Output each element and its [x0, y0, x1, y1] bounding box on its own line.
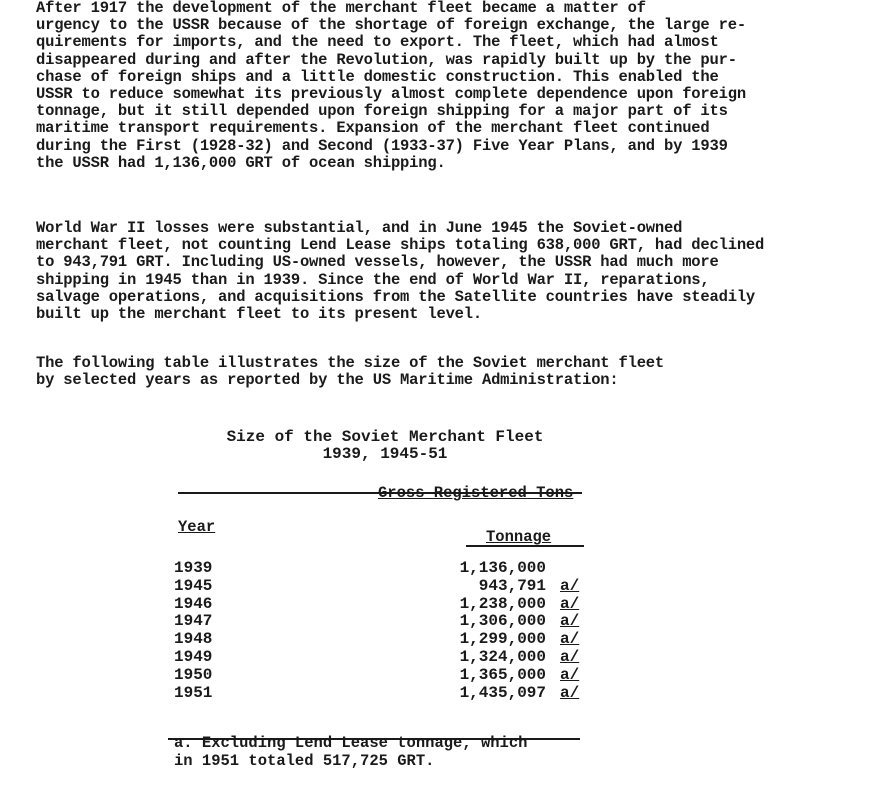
paragraph-3: The following table illustrates the size of the Soviet merchant fleet by selected years as reported by the US Maritime Administration: — [36, 354, 665, 390]
table-row — [174, 649, 594, 667]
tonnage-cell: 1,435,097 — [459, 683, 546, 702]
table-row — [174, 613, 594, 631]
column-header-year: Year — [178, 518, 216, 536]
footnote-marker: a/ — [560, 612, 580, 631]
table-subtitle: 1939, 1945-51 — [322, 445, 448, 463]
tonnage-cell: 1,136,000 — [459, 559, 546, 577]
year-cell: 1939 — [174, 559, 213, 577]
table-row — [174, 685, 594, 703]
table-row — [174, 667, 594, 685]
footnote-marker: a/ — [560, 576, 580, 595]
year-cell: 1945 — [174, 576, 213, 595]
footnote-marker: a/ — [560, 665, 580, 684]
tonnage-cell: 1,238,000 — [459, 594, 546, 613]
table-row — [174, 596, 594, 614]
tonnage-cell: 943,791 — [478, 576, 546, 595]
table-row — [174, 631, 594, 649]
paragraph-2: World War II losses were substantial, and in June 1945 the Soviet-owned merchant fleet, not counting Lend Lease ships totaling 638,000 GRT, had declined to 943,791 GRT. Including US-owned vessels, however, the USSR had much more shipping in 1945 than in 1939. Since the end of World War II, reparations, salvage operations, and acquisitions from the Satellite countries have steadily built up the merchant fleet to its present level. — [36, 219, 765, 324]
column-header-tonnage: Tonnage — [486, 528, 552, 546]
tonnage-cell: 1,324,000 — [459, 647, 546, 666]
tonnage-header-rule — [466, 545, 584, 547]
year-cell: 1948 — [174, 630, 213, 649]
tonnage-cell: 1,306,000 — [459, 612, 546, 631]
footnote-marker: a/ — [560, 647, 580, 666]
year-cell: 1947 — [174, 612, 213, 631]
table-title: Size of the Soviet Merchant Fleet — [226, 428, 544, 446]
table-row — [174, 560, 594, 578]
table-footnote: a. Excluding Lend Lease tonnage, which in 1951 totaled 517,725 GRT. — [174, 734, 528, 770]
footnote-marker: a/ — [560, 594, 580, 613]
table-row — [174, 578, 594, 596]
tonnage-cell: 1,299,000 — [459, 630, 546, 649]
footnote-marker: a/ — [560, 683, 580, 702]
column-super-header: Gross Registered Tons — [378, 484, 574, 502]
year-cell: 1951 — [174, 683, 213, 702]
year-cell: 1949 — [174, 647, 213, 666]
footnote-marker: a/ — [560, 630, 580, 649]
paragraph-1: After 1917 the development of the merchant fleet became a matter of urgency to the USSR because of the shortage of foreign exchange, the large re- quirements for imports, and the need to export. The fleet, which had almost disappeared during and after the Revolution, was rapidly built up by the pur- chase of foreign ships and a little domestic construction. This enabled the USSR to reduce somewhat its previously almost complete dependence upon foreign tonnage, but it still depended upon foreign shipping for a major part of its maritime transport requirements. Expansion of the merchant fleet continued during the First (1928-32) and Second (1933-37) Five Year Plans, and by 1939 the USSR had 1,136,000 GRT of ocean shipping. — [36, 0, 746, 172]
year-cell: 1950 — [174, 665, 213, 684]
tonnage-cell: 1,365,000 — [459, 665, 546, 684]
year-cell: 1946 — [174, 594, 213, 613]
table-body — [174, 560, 594, 702]
